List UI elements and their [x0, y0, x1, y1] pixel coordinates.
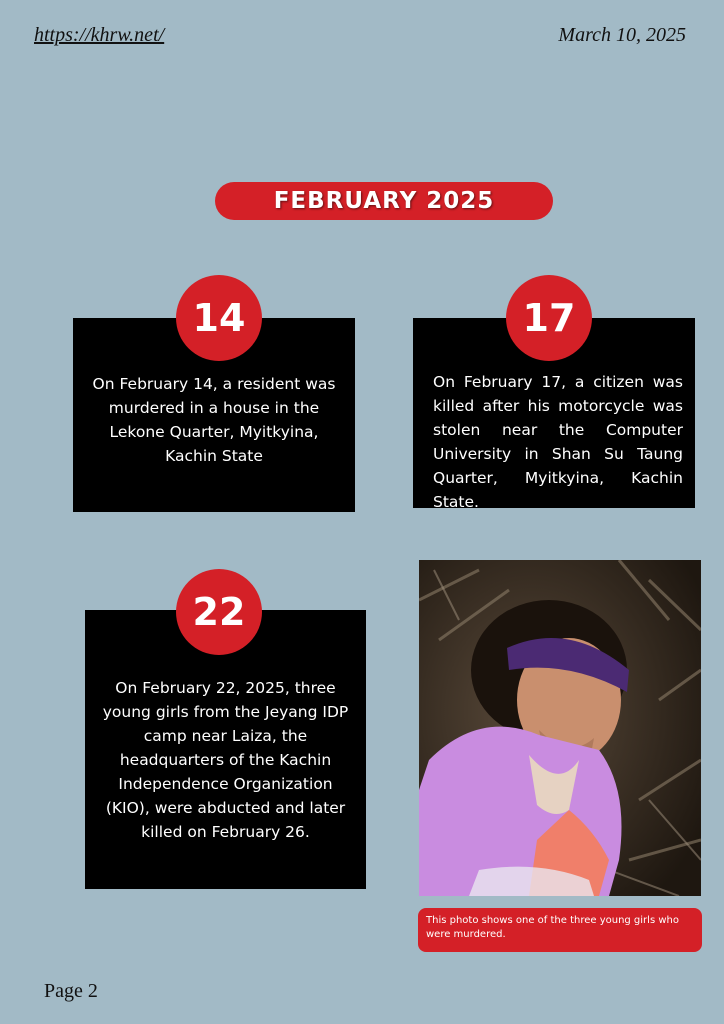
page-number: Page 2	[44, 980, 98, 1002]
event-day-badge: 17	[506, 275, 592, 361]
victim-photo	[419, 560, 701, 896]
publication-date: March 10, 2025	[558, 24, 686, 46]
website-link[interactable]: https://khrw.net/	[34, 24, 165, 46]
event-description: On February 14, a resident was murdered in a house in the Lekone Quarter, Myitkyina, Kachin State	[92, 375, 336, 465]
event-description: On February 22, 2025, three young girls from the Jeyang IDP camp near Laiza, the headquarters of the Kachin Independence Organization (KIO), were abducted and later killed on February 26.	[102, 679, 349, 841]
month-title-banner: FEBRUARY 2025	[215, 182, 553, 220]
event-description: On February 17, a citizen was killed after his motorcycle was stolen near the Computer University in Shan Su Taung Quarter, Myitkyina, Kachin State.	[433, 373, 683, 511]
photo-caption: This photo shows one of the three young girls who were murdered.	[418, 908, 702, 952]
event-day-badge: 22	[176, 569, 262, 655]
event-day-badge: 14	[176, 275, 262, 361]
